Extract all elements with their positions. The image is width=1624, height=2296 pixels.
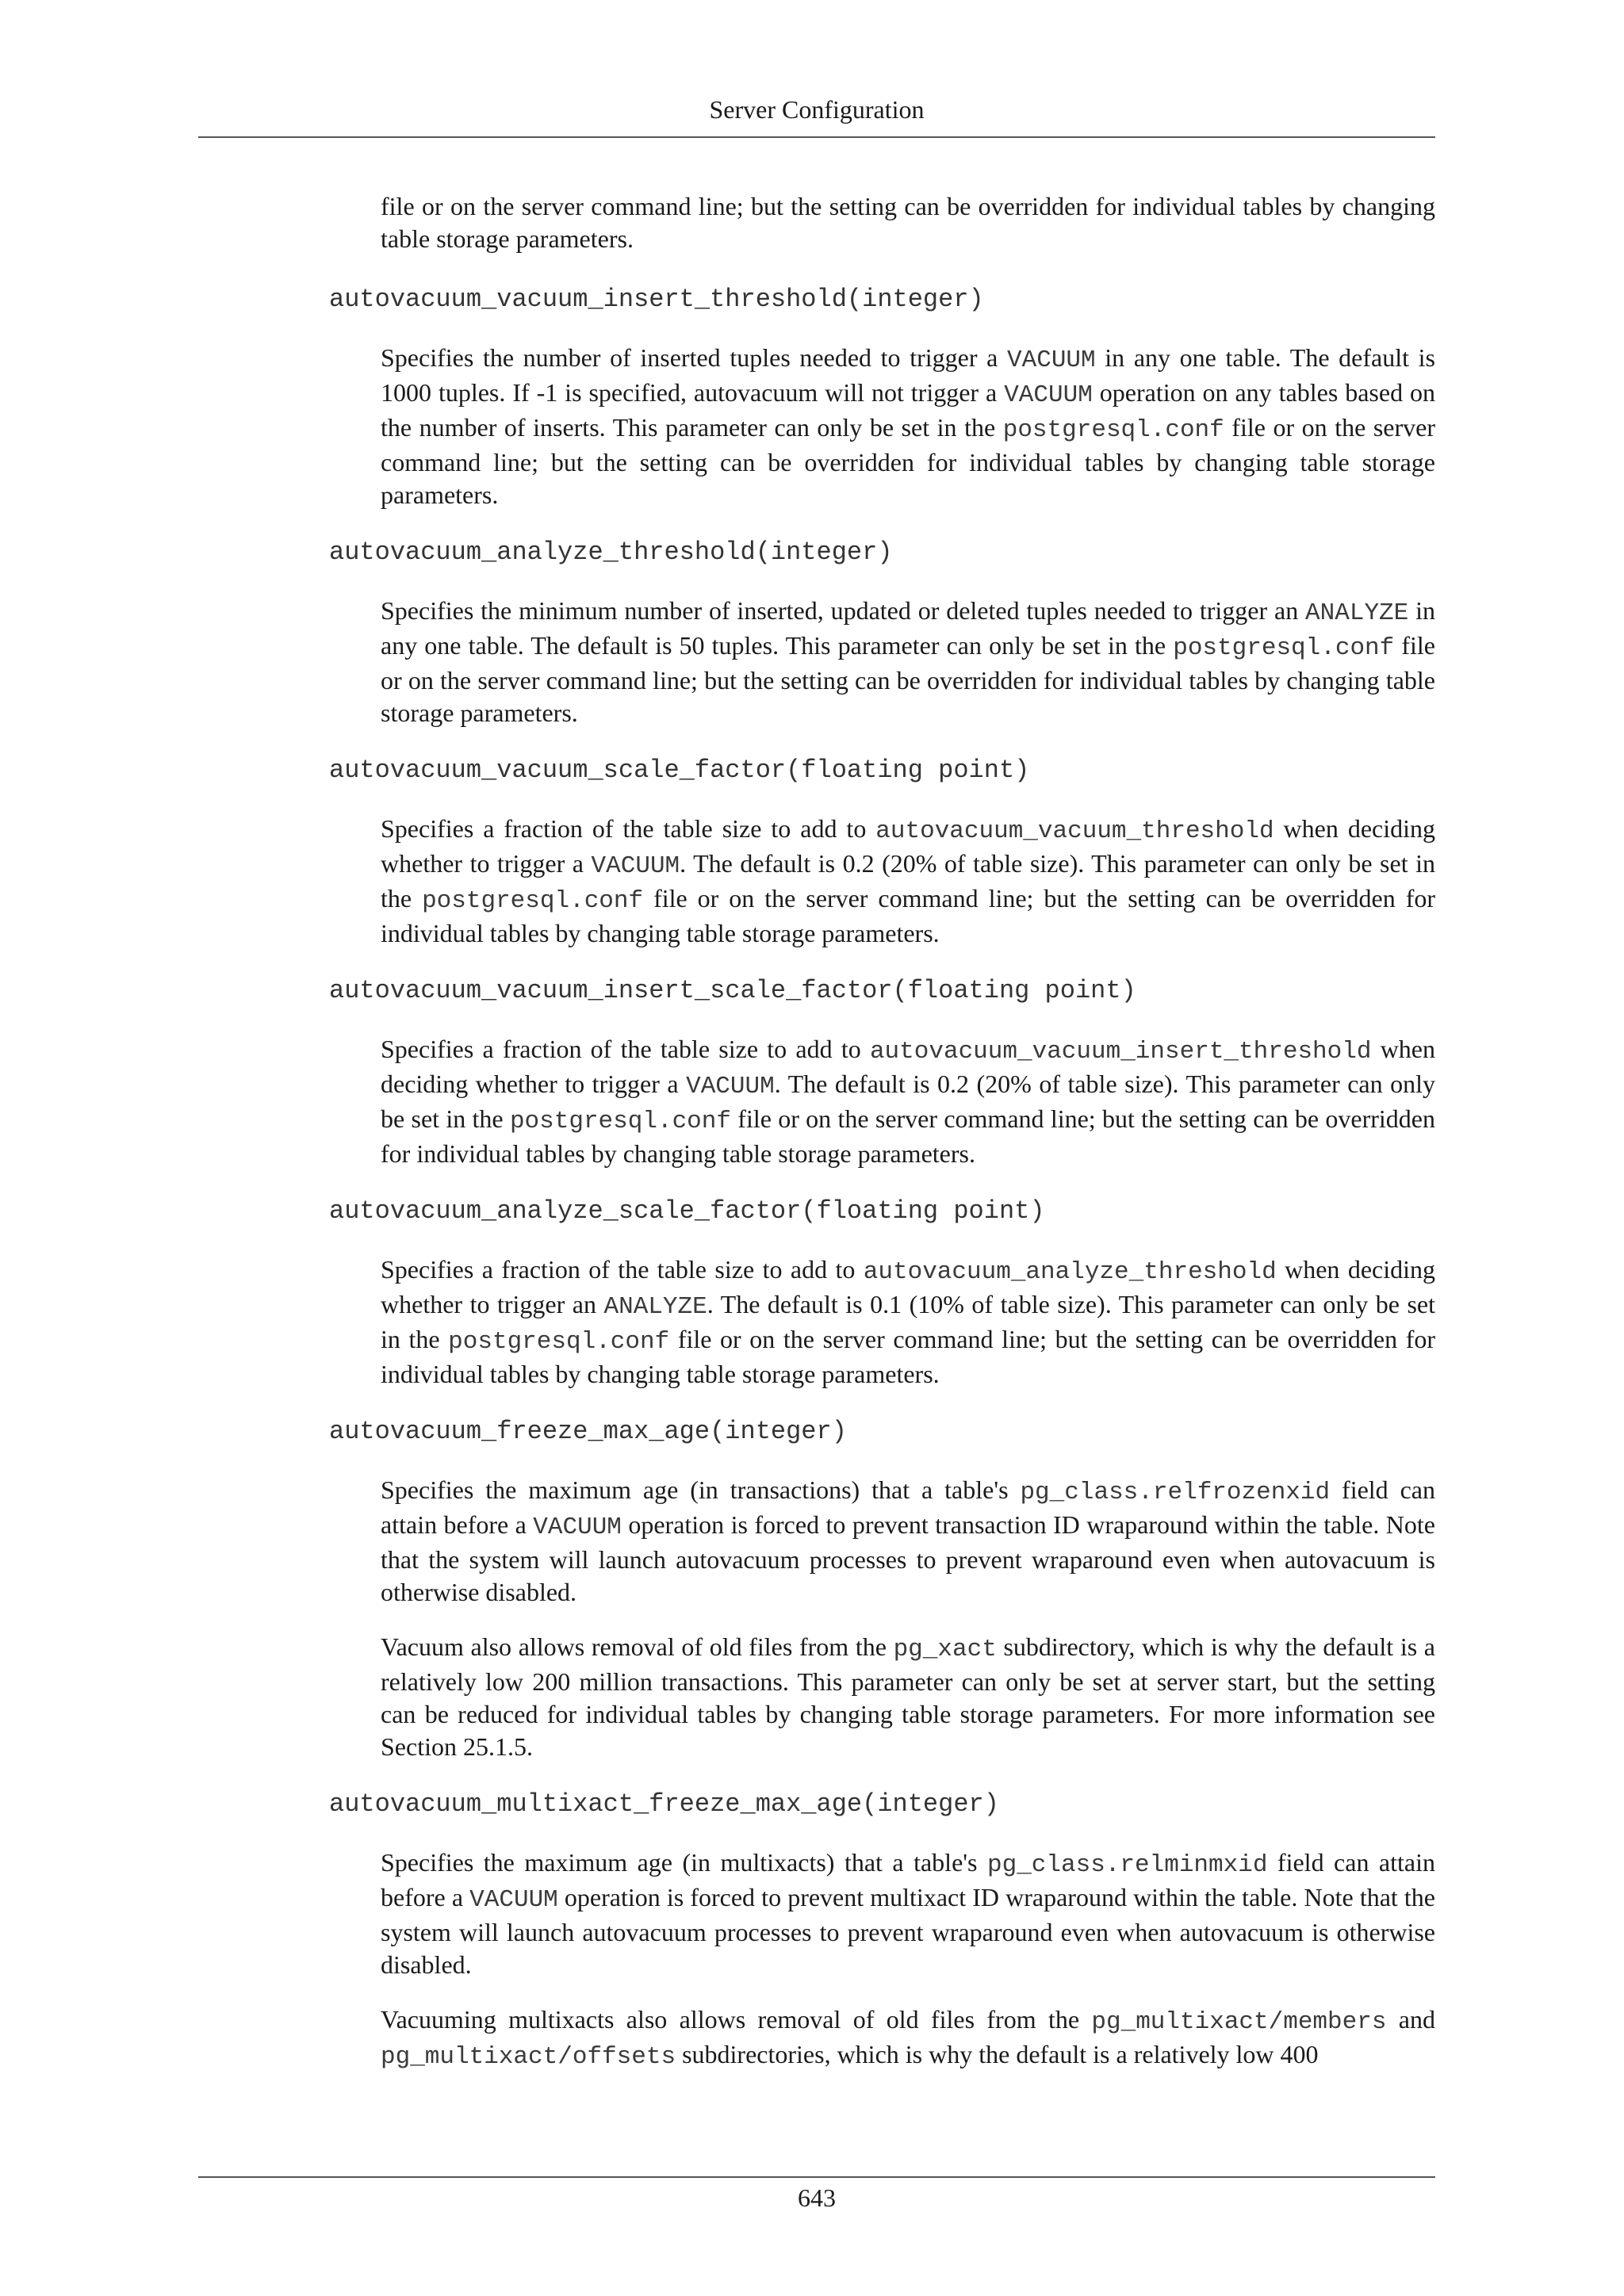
page-number: 643 <box>798 2183 836 2212</box>
parameter-name: autovacuum_analyze_threshold <box>329 538 756 567</box>
parameter-type: (floating point) <box>892 976 1136 1005</box>
parameter-type: (integer) <box>846 285 984 314</box>
parameter-type: (floating point) <box>786 756 1030 785</box>
description-paragraph: Specifies a fraction of the table size to add to autovacuum_vacuum_threshold when deciding whether to trigger a VACUUM. The default is 0.2 (20% of table size). This parameter can only be set in the postgresql.conf file or on the server command line; but the setting can be overridden for individual tables by changing table storage parameters. <box>381 814 1436 947</box>
parameter-name: autovacuum_vacuum_insert_scale_factor <box>329 976 893 1005</box>
description-paragraph: Specifies a fraction of the table size to add to autovacuum_vacuum_insert_threshold when deciding whether to trigger a VACUUM. The default is 0.2 (20% of table size). This parameter can only be set in the postgresql.conf file or on the server command line; but the setting can be overridden for individual tables by changing table storage parameters. <box>381 1035 1436 1168</box>
description-paragraph: Vacuuming multixacts also allows removal of old files from the pg_multixact/members and pg_multixact/offsets subdirectories, which is why the default is a relatively low 400 <box>381 2005 1436 2071</box>
intro-paragraph: file or on the server command line; but the setting can be overridden for individual tables by changing table storage parameters. <box>381 192 1435 253</box>
description-paragraph: Specifies the maximum age (in multixacts) that a table's pg_class.relminmxid field can attain before a VACUUM operation is forced to prevent multixact ID wraparound within the table. Note that the system will launch autovacuum processes to prevent wraparound even when autovacuum is otherwise disabled. <box>381 1848 1436 1979</box>
page-body <box>198 190 1435 2095</box>
parameter-name: autovacuum_multixact_freeze_max_age <box>329 1789 863 1819</box>
parameter-name: autovacuum_analyze_scale_factor <box>329 1196 802 1226</box>
description-paragraph: Specifies the number of inserted tuples needed to trigger a VACUUM in any one table. The default is 1000 tuples. If -1 is specified, autovacuum will not trigger a VACUUM operation on any tables based on the number of inserts. This parameter can only be set in the postgresql.conf file or on the server command line; but the setting can be overridden for individual tables by changing table storage parameters. <box>381 343 1436 509</box>
description-paragraph: Vacuum also allows removal of old files from the pg_xact subdirectory, which is why the default is a relatively low 200 million transactions. This parameter can only be set at server start, but the setting can be reduced for individual tables by changing table storage parameters. For more information see Section 25.1.5. <box>381 1632 1436 1761</box>
parameter-name: autovacuum_vacuum_insert_threshold <box>329 285 847 314</box>
term-autovacuum-analyze-threshold <box>329 534 1435 569</box>
term-autovacuum-vacuum-insert-threshold <box>329 281 1435 316</box>
footer-rule <box>198 2176 1435 2178</box>
description-paragraph: Specifies the maximum age (in transactions) that a table's pg_class.relfrozenxid field can attain before a VACUUM operation is forced to prevent transaction ID wraparound within the table. Note that the system will launch autovacuum processes to prevent wraparound even when autovacuum is otherwise disabled. <box>381 1475 1436 1606</box>
description-paragraph: Specifies a fraction of the table size to add to autovacuum_analyze_threshold when deciding whether to trigger an ANALYZE. The default is 0.1 (10% of table size). This parameter can only be set in the postgresql.conf file or on the server command line; but the setting can be overridden for individual tables by changing table storage parameters. <box>381 1255 1436 1388</box>
term-autovacuum-multixact-freeze-max-age <box>329 1785 1435 1821</box>
parameter-name: autovacuum_vacuum_scale_factor <box>329 756 787 785</box>
parameter-type: (integer) <box>862 1789 999 1819</box>
header-rule <box>198 136 1435 138</box>
running-header: Server Configuration <box>709 95 925 124</box>
term-autovacuum-freeze-max-age <box>329 1413 1435 1448</box>
term-autovacuum-analyze-scale-factor <box>329 1192 1435 1228</box>
parameter-name: autovacuum_freeze_max_age <box>329 1417 710 1446</box>
parameter-type: (integer) <box>710 1417 847 1446</box>
term-autovacuum-vacuum-scale-factor <box>329 752 1435 787</box>
description-paragraph: Specifies the minimum number of inserted, updated or deleted tuples needed to trigger an ANALYZE in any one table. The default is 50 tuples. This parameter can only be set in the postgresql.conf file or on the server command line; but the setting can be overridden for individual tables by changing table storage parameters. <box>381 596 1436 727</box>
parameter-type: (floating point) <box>801 1196 1045 1226</box>
term-autovacuum-vacuum-insert-scale-factor <box>329 972 1435 1008</box>
parameter-type: (integer) <box>755 538 893 567</box>
